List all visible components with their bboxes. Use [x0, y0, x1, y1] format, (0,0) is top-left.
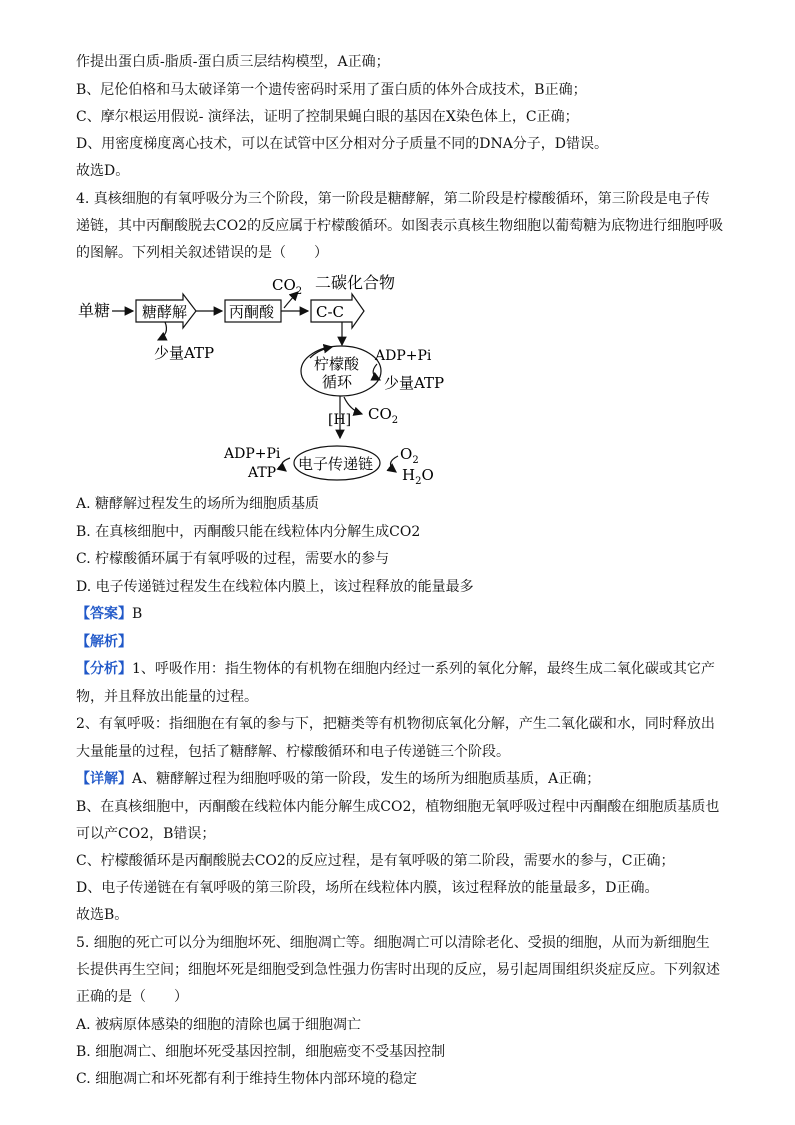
answer-line: [76, 604, 142, 624]
option-d: D. 电子传递链过程发生在线粒体内膜上，该过程释放的能量最多: [76, 579, 474, 595]
question-5-stem: 5. 细胞的死亡可以分为细胞坏死、细胞凋亡等。细胞凋亡可以清除老化、受损的细胞，从而为新细胞生: [76, 935, 710, 951]
detail-text: C、柠檬酸循环是丙酮酸脱去CO2的反应过程，是有氧呼吸的第二阶段，需要水的参与，C正确；: [76, 853, 675, 869]
analysis-line: [76, 632, 132, 652]
text-line: B、尼伦伯格和马太破译第一个遗传密码时采用了蛋白质的体外合成技术，B正确；: [76, 82, 587, 98]
pyruvate-label: 丙酮酸: [229, 303, 275, 321]
fenxi-tag: 【分析】: [76, 661, 132, 677]
q5-option-c: C. 细胞凋亡和坏死都有利于维持生物体内部环境的稳定: [76, 1071, 418, 1087]
text-line: 故选D。: [76, 163, 130, 179]
question-4-stem: 的图解。下列相关叙述错误的是（ ）: [76, 245, 328, 261]
detail-text: 【详解】A、糖酵解过程为细胞呼吸的第一阶段，发生的场所为细胞质基质，A正确；: [76, 771, 601, 787]
answer-tag: 【答案】: [76, 606, 132, 622]
answer-value: B: [132, 606, 143, 622]
analysis-text: 大量能量的过程，包括了糖酵解、柠檬酸循环和电子传递链三个阶段。: [76, 744, 510, 760]
analysis-text: 物，并且释放出能量的过程。: [76, 689, 258, 705]
question-5-stem: 正确的是（ ）: [76, 989, 188, 1005]
analysis-tag: 【解析】: [76, 634, 132, 650]
detail-text: 可以产CO2，B错误；: [76, 826, 216, 842]
atp-label: ATP: [248, 465, 277, 481]
water-label: $H_2O$: [402, 466, 434, 487]
text-line: C、摩尔根运用假说- 演绎法，证明了控制果蝇白眼的基因在X染色体上，C正确；: [76, 109, 579, 125]
q5-option-b: B. 细胞凋亡、细胞坏死受基因控制，细胞癌变不受基因控制: [76, 1044, 446, 1060]
option-b: B. 在真核细胞中，丙酮酸只能在线粒体内分解生成CO2: [76, 524, 421, 540]
question-4-stem: 递链，其中丙酮酸脱去CO2的反应属于柠檬酸循环。如图表示真核生物细胞以葡萄糖为底物进行细胞呼吸: [76, 218, 724, 234]
option-a: A. 糖酵解过程发生的场所为细胞质基质: [76, 496, 320, 512]
xiangjie-tag: 【详解】: [76, 771, 132, 787]
text-line: D、用密度梯度离心技术，可以在试管中区分相对分子质量不同的DNA分子，D错误。: [76, 136, 609, 152]
glycolysis-label: 糖酵解: [142, 303, 188, 321]
adp-pi-label-2: ADP+Pi: [224, 446, 281, 462]
detail-text: 故选B。: [76, 907, 129, 923]
detail-text: D、电子传递链在有氧呼吸的第三阶段，场所在线粒体内膜，该过程释放的能量最多，D正确。: [76, 880, 659, 896]
question-5-stem: 长提供再生空间；细胞坏死是细胞受到急性强力伤害时出现的反应，易引起周围组织炎症反应。下列叙述: [76, 962, 720, 978]
q5-option-a: A. 被病原体感染的细胞的清除也属于细胞凋亡: [76, 1017, 362, 1033]
co2-top-label: $CO_2$: [272, 276, 303, 297]
small-atp-label-2: 少量ATP: [384, 374, 445, 392]
two-carbon-label: C-C: [316, 303, 345, 321]
citric-acid-label: 柠檬酸: [314, 355, 360, 373]
analysis-text: 【分析】1、呼吸作用：指生物体的有机物在细胞内经过一系列的氧化分解，最终生成二氧化碳或其它产: [76, 661, 715, 677]
text-line: 作提出蛋白质-脂质-蛋白质三层结构模型，A正确；: [76, 54, 390, 70]
small-atp-label-1: 少量ATP: [154, 344, 215, 362]
co2-mid-label: $CO_2$: [368, 405, 399, 426]
hydrogen-label: [H]: [328, 412, 352, 428]
question-4-stem: 4. 真核细胞的有氧呼吸分为三个阶段，第一阶段是糖酵解，第二阶段是柠檬酸循环，第三阶段是电子传: [76, 191, 710, 207]
adp-pi-label-1: ADP+Pi: [375, 348, 432, 364]
oxygen-label: $O_2$: [400, 445, 419, 466]
analysis-text: 2、有氧呼吸：指细胞在有氧的参与下，把糖类等有机物彻底氧化分解，产生二氧化碳和水，同时释放出: [76, 716, 715, 732]
option-c: C. 柠檬酸循环属于有氧呼吸的过程，需要水的参与: [76, 551, 390, 567]
monosaccharide-label: 单糖: [78, 301, 111, 320]
respiration-diagram: [70, 270, 490, 490]
cycle-label: 循环: [322, 373, 353, 391]
two-carbon-compound-label: 二碳化合物: [315, 273, 396, 292]
electron-transport-label: 电子传递链: [298, 455, 374, 473]
detail-text: B、在真核细胞中，丙酮酸在线粒体内能分解生成CO2，植物细胞无氧呼吸过程中丙酮酸在细胞质基质也: [76, 799, 720, 815]
